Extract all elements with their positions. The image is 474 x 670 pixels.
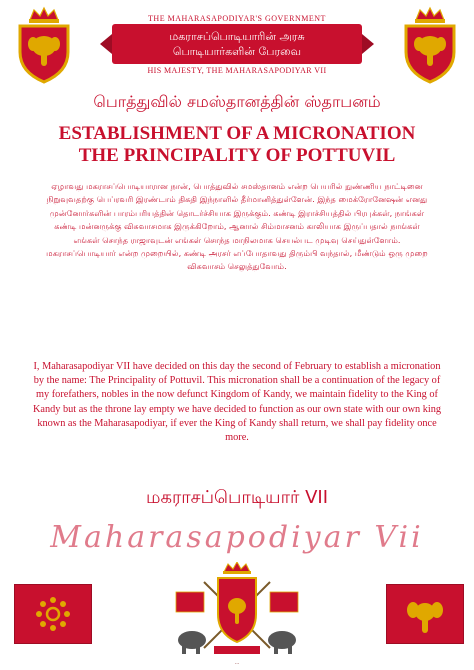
coat-of-arms: [170, 562, 304, 668]
header-banner: [112, 24, 362, 64]
header-subtitle: HIS MAJESTY, THE MAHARASAPODIYAR VII: [147, 66, 327, 75]
flag-with-gold-elephant-icon: [387, 585, 463, 643]
body-text-english: I, Maharasapodiyar VII have decided on this day the second of February to establish a micronation by the name: The Principality of Pottuvil. This micronation shall be a continuation of the legacy of my forefathers, nobles in the now defunct Kingdom of Kandy, we maintain fidelity to the King of Kandy but as the throne lay empty we have decided to function as our own state with our own king known as the Maharasapodiyar, if ever the King of Kandy shall return, we shall pay fidelity once more.: [32, 361, 442, 444]
signature-tamil: மகராசப்பொடியார் VII: [145, 487, 329, 508]
elephant-shield-crest-icon: [14, 6, 74, 84]
top-right-crest: [400, 6, 460, 84]
banner-line-2: பொடியார்களின் பேரவை: [172, 45, 302, 58]
bottom-right-flag: [386, 584, 464, 644]
government-title: THE MAHARASAPODIYAR'S GOVERNMENT: [148, 14, 326, 23]
flag-with-gold-sun-icon: [15, 585, 91, 643]
body-text-tamil: ஏழாவது மகராசப்பொடியாரான நான், பொத்துவில் சமஸ்தானம் என்ற பெயரில் நுண்ணிய நாட்டினை நிறுவுவதற்கு பெப்ரவரி இரண்டாம் திகதி இந்நாளில் தீர்மானித்துள்ளேன். இந்த மைக்ரோனேஷன் எனது முன்னோர்களின் பாரம்பரியத்தின் தொடர்ச்சியாக இருக்கும். கண்டி இராச்சியத்தில் பிரபுக்கள், நாங்கள் கண்டி மன்னருக்கு விசுவாசமாக இருக்கிறோம், ஆனால் சிம்மாசனம் காலியாக இருப்பதால் நாங்கள் எங்கள் சொந்த ராஜாவுடன் எங்கள் சொந்த மாநிலமாக செயல்பட முடிவு செய்துள்ளோம். மகராசப்பொடியார் என்ற முறையில், கண்டி அரசர் எப்போதாவது திரும்பி வந்தால், மீண்டும் ஒரு முறை விசுவாசம் செலுத்துவோம்.: [46, 181, 428, 272]
top-left-crest: [14, 6, 74, 84]
elephant-shield-crest-icon: [400, 6, 460, 84]
signature-script: Maharasapodiyar Vii: [50, 520, 424, 555]
title-line-1: ESTABLISHMENT OF A MICRONATION: [58, 123, 416, 144]
coat-of-arms-icon: [170, 562, 304, 662]
page-title-english: [20, 123, 454, 167]
page-title-tamil: பொத்துவில் சமஸ்தானத்தின் ஸ்தாபனம்: [93, 92, 381, 111]
title-line-2: THE PRINCIPALITY OF POTTUVIL: [78, 145, 396, 166]
bottom-left-flag: [14, 584, 92, 644]
coat-of-arms-motto: ...: [234, 660, 240, 666]
banner-line-1: மகராசப்பொடியாரின் அரசு: [169, 30, 305, 43]
